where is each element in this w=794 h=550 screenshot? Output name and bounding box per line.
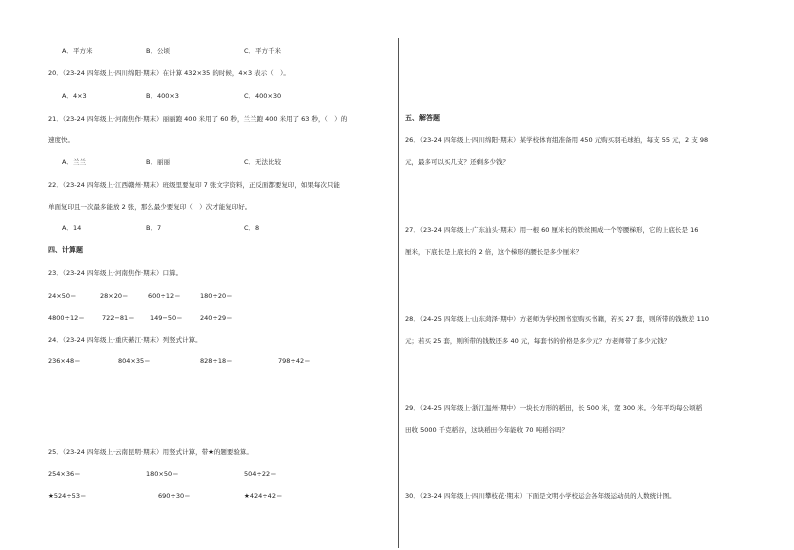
q19-option-a: A．平方米 — [62, 47, 93, 55]
q19-option-b: B．公顷 — [146, 47, 170, 55]
section-4-title: 四、计算题 — [48, 246, 83, 254]
column-divider — [398, 38, 399, 548]
q24-item-4: 798÷42＝ — [278, 357, 311, 365]
q28-line1: 28．（24-25 四年级上·山东菏泽·期中）方老师为学校图书室购买书籍，若买 27 套，则所带的钱数差 110 — [405, 315, 709, 323]
q25-item-1: 254×36＝ — [48, 470, 81, 478]
q23-item-5: 4800÷12＝ — [48, 314, 85, 322]
q27-line2: 厘米，下底长是上底长的 2 倍，这个梯形的腰长是多少厘米？ — [405, 248, 583, 256]
q25-item-3: 504÷22＝ — [244, 470, 277, 478]
q22-option-a: A．14 — [62, 224, 82, 232]
q22-stem-line1: 22．（23-24 四年级上·江西赣州·期末）班级里要复印 7 张文字资料，正反面都要复印，如果每次只能 — [48, 181, 340, 189]
q26-line1: 26．（23-24 四年级上·四川绵阳·期末）某学校体育组准备用 450 元购买羽毛球拍，每支 55 元，2 支 98 — [405, 136, 709, 144]
q25-item-6: ★424÷42＝ — [244, 492, 283, 500]
q24-item-1: 236×48＝ — [48, 357, 81, 365]
q25-item-2: 180×50＝ — [146, 470, 179, 478]
q23-item-2: 28×20＝ — [100, 292, 129, 300]
q23-item-3: 600÷12＝ — [148, 292, 181, 300]
q20-option-a: A．4×3 — [62, 92, 87, 100]
q23-item-7: 149−50＝ — [150, 314, 183, 322]
q21-stem-line1: 21．（23-24 四年级上·河南焦作·期末）丽丽跑 400 米用了 60 秒，兰兰跑 400 米用了 63 秒，（ ）的 — [48, 115, 348, 123]
q20-stem: 20．（23-24 四年级上·四川绵阳·期末）在计算 432×35 的时候，4×3 表示（ ）。 — [48, 69, 290, 77]
q21-stem-line2: 速度快。 — [48, 136, 74, 144]
q25-stem: 25．（23-24 四年级上·云南昆明·期末）用竖式计算，带★的题要验算。 — [48, 448, 253, 456]
q28-line2: 元；若买 25 套，则所带的钱数还多 40 元，每套书的价格是多少元？方老师带了多少元钱？ — [405, 337, 671, 345]
q23-item-4: 180÷20＝ — [200, 292, 233, 300]
q21-option-a: A．兰兰 — [62, 158, 86, 166]
q24-item-3: 828÷18＝ — [200, 357, 233, 365]
q20-option-c: C．400×30 — [244, 92, 282, 100]
q23-item-6: 722−81＝ — [102, 314, 135, 322]
q23-stem: 23．（23-24 四年级上·河南焦作·期末）口算。 — [48, 269, 183, 277]
q29-line1: 29．（24-25 四年级上·浙江温州·期中）一块长方形的稻田，长 500 米，宽 300 米。今年平均每公顷稻 — [405, 404, 703, 412]
q23-item-8: 240÷29＝ — [200, 314, 233, 322]
q19-option-c: C．平方千米 — [244, 47, 282, 55]
q24-stem: 24．（23-24 四年级上·重庆綦江·期末）列竖式计算。 — [48, 336, 202, 344]
q22-option-b: B．7 — [146, 224, 162, 232]
q24-item-2: 804×35＝ — [118, 357, 151, 365]
q30-line1: 30．（23-24 四年级上·四川攀枝花·期末）下面是文明小学校运会各年级运动员的人数统计图。 — [405, 492, 676, 500]
q29-line2: 田收 5000 千克稻谷，这块稻田今年能收 70 吨稻谷吗？ — [405, 426, 569, 434]
section-5-title: 五、解答题 — [405, 114, 440, 122]
q22-option-c: C．8 — [244, 224, 260, 232]
q25-item-4: ★524÷53＝ — [48, 492, 87, 500]
q23-item-1: 24×50＝ — [48, 292, 77, 300]
q22-stem-line2: 单面复印且一次最多能放 2 张，那么最少要复印（ ）次才能复印好。 — [48, 203, 252, 211]
q21-option-c: C．无法比较 — [244, 158, 282, 166]
q27-line1: 27．（23-24 四年级上·广东汕头·期末）用一根 60 厘米长的铁丝围成一个等腰梯形，它的上底长是 16 — [405, 226, 699, 234]
q26-line2: 元，最多可以买几支？还剩多少钱？ — [405, 158, 509, 166]
q20-option-b: B．400×3 — [146, 92, 179, 100]
q25-item-5: 690÷30＝ — [158, 492, 191, 500]
q21-option-b: B．丽丽 — [146, 158, 170, 166]
